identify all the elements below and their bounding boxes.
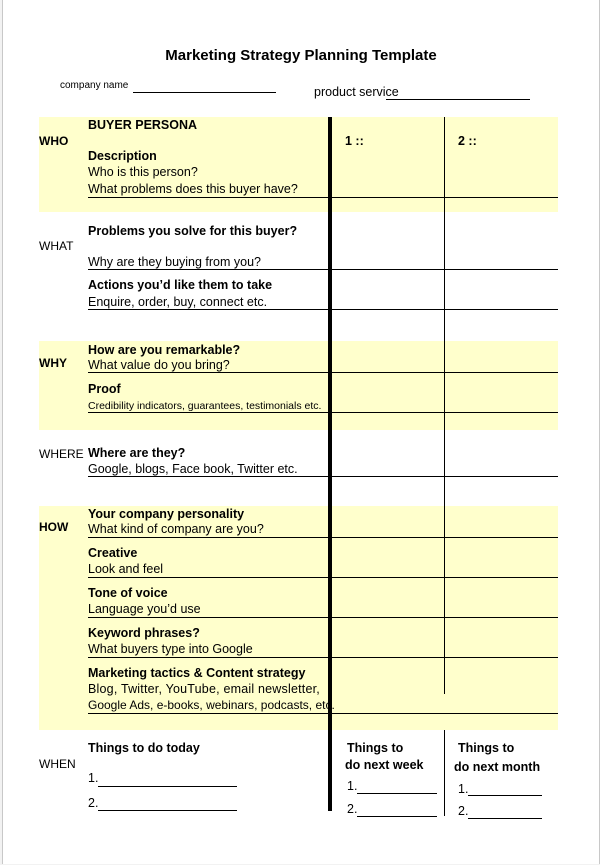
who-question-1: Who is this person?	[88, 165, 198, 179]
today-item-1-field[interactable]	[98, 786, 237, 787]
row-rule	[88, 197, 558, 198]
week-item-2-number: 2.	[347, 802, 358, 816]
today-item-2-field[interactable]	[98, 810, 237, 811]
next-week-heading-line1: Things to	[347, 741, 404, 755]
how-sub-5a: Blog, Twitter, YouTube, email newsletter,	[88, 682, 320, 696]
what-sub-2: Enquire, order, buy, connect etc.	[88, 295, 268, 309]
today-item-1-number: 1.	[88, 771, 99, 785]
why-sub-1: What value do you bring?	[88, 358, 230, 372]
week-item-1-field[interactable]	[357, 793, 437, 794]
row-rule	[88, 412, 558, 413]
next-month-heading-line1: Things to	[458, 741, 515, 755]
company-name-label: company name	[60, 80, 129, 91]
category-how: HOW	[39, 520, 69, 534]
company-name-field[interactable]	[133, 92, 276, 93]
category-where: WHERE	[39, 447, 84, 461]
next-month-heading-line2: do next month	[454, 760, 541, 774]
category-who: WHO	[39, 134, 69, 148]
row-rule	[88, 269, 558, 270]
category-when: WHEN	[39, 757, 76, 771]
how-heading-2: Creative	[88, 546, 138, 560]
row-rule	[88, 537, 558, 538]
product-service-field[interactable]	[386, 99, 530, 100]
row-rule	[88, 577, 558, 578]
how-sub-4: What buyers type into Google	[88, 642, 253, 656]
column-divider-when	[444, 730, 445, 816]
why-sub-2: Credibility indicators, guarantees, testimonials etc.	[88, 400, 322, 412]
how-sub-3: Language you’d use	[88, 602, 201, 616]
row-rule	[88, 713, 558, 714]
month-item-1-field[interactable]	[468, 795, 542, 796]
column-divider	[444, 117, 445, 694]
description-heading: Description	[88, 149, 157, 163]
how-sub-5b: Google Ads, e-books, webinars, podcasts, etc.	[88, 698, 335, 712]
how-heading-4: Keyword phrases?	[88, 626, 200, 640]
why-heading-1: How are you remarkable?	[88, 343, 241, 357]
week-item-2-field[interactable]	[357, 816, 437, 817]
row-rule	[88, 617, 558, 618]
what-heading-1: Problems you solve for this buyer?	[88, 224, 298, 238]
row-rule	[88, 657, 558, 658]
document-page	[2, 0, 600, 864]
buyer-persona-heading: BUYER PERSONA	[88, 118, 198, 132]
page-title: Marketing Strategy Planning Template	[165, 47, 437, 64]
category-what: WHAT	[39, 239, 74, 253]
row-rule	[88, 476, 558, 477]
how-band	[39, 506, 558, 730]
today-item-2-number: 2.	[88, 796, 99, 810]
month-item-2-field[interactable]	[468, 818, 542, 819]
column-1-header: 1 ::	[345, 134, 364, 148]
what-sub-1: Why are they buying from you?	[88, 255, 261, 269]
row-rule	[88, 309, 558, 310]
how-heading-3: Tone of voice	[88, 586, 168, 600]
next-week-heading-line2: do next week	[345, 758, 424, 772]
week-item-1-number: 1.	[347, 779, 358, 793]
where-sub: Google, blogs, Face book, Twitter etc.	[88, 462, 298, 476]
row-rule	[88, 372, 558, 373]
month-item-1-number: 1.	[458, 782, 469, 796]
category-why: WHY	[39, 356, 67, 370]
why-heading-2: Proof	[88, 382, 121, 396]
how-heading-5: Marketing tactics & Content strategy	[88, 666, 306, 680]
what-heading-2: Actions you’d like them to take	[88, 278, 273, 292]
where-heading: Where are they?	[88, 446, 186, 460]
month-item-2-number: 2.	[458, 804, 469, 818]
how-sub-2: Look and feel	[88, 562, 164, 576]
column-2-header: 2 ::	[458, 134, 477, 148]
how-heading-1: Your company personality	[88, 507, 245, 521]
who-question-2: What problems does this buyer have?	[88, 182, 298, 196]
product-service-label: product service	[314, 85, 399, 99]
things-today-heading: Things to do today	[88, 741, 200, 755]
how-sub-1: What kind of company are you?	[88, 522, 264, 536]
